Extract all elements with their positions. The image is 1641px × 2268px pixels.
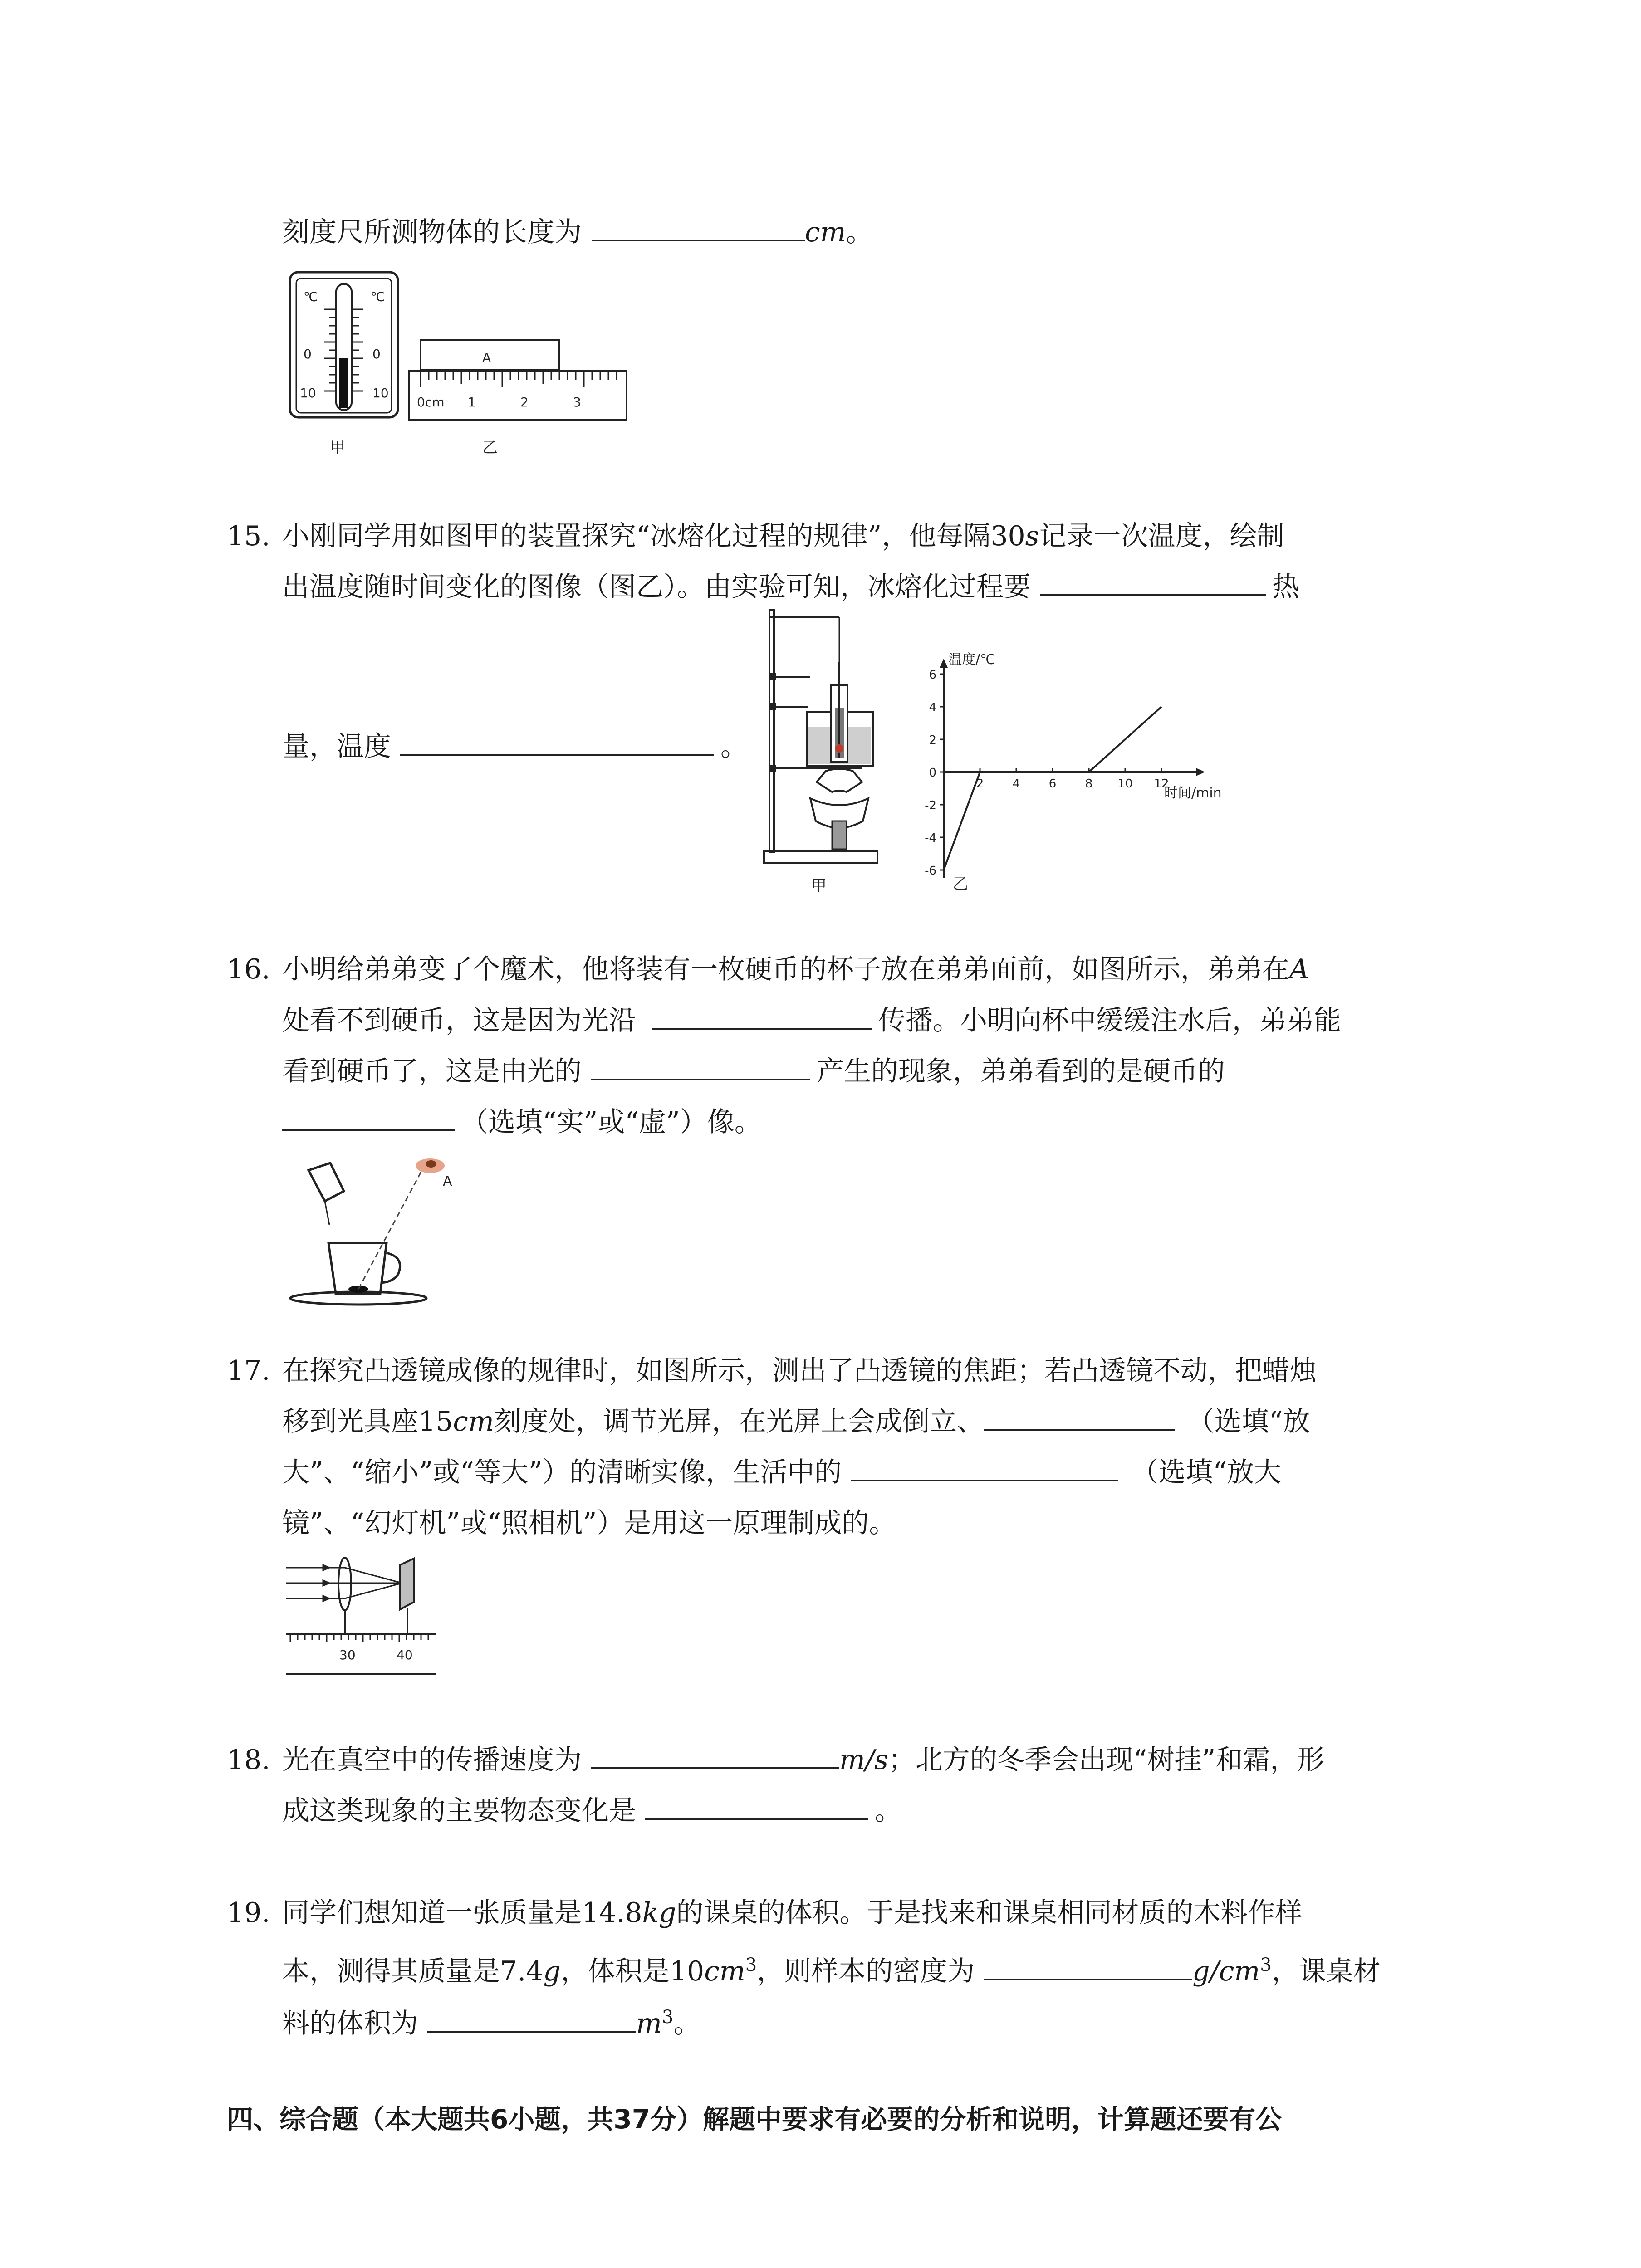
q16-figure bbox=[272, 1148, 472, 1311]
q18-text-1a: 光在真空中的传播速度为 bbox=[282, 1744, 582, 1776]
q19-text-1a: 同学们想知道一张质量是 bbox=[282, 1897, 582, 1929]
x-tick-label: 6 bbox=[1048, 777, 1057, 791]
q15-apparatus-figure bbox=[758, 608, 889, 898]
thermo-unit-right: ℃ bbox=[371, 289, 385, 304]
q19-text-1b: 的课桌的体积。于是找来和课桌相同材质的木料作样 bbox=[676, 1897, 1303, 1929]
ruler-3: 3 bbox=[573, 395, 581, 410]
x-tick-label: 4 bbox=[1012, 777, 1020, 791]
q19-line-2 bbox=[282, 1946, 1381, 1990]
q19-text-2e: ，课桌材 bbox=[1271, 1955, 1381, 1987]
q15-interval: 30 bbox=[990, 520, 1025, 552]
y-tick-label: 0 bbox=[929, 766, 936, 780]
q19-text-3-end: 。 bbox=[673, 2008, 701, 2039]
q18-line-1 bbox=[227, 1741, 1324, 1779]
q16-line-3 bbox=[282, 1052, 1225, 1090]
q17-text-2c: （选填“放 bbox=[1187, 1406, 1310, 1437]
q17-fig-40: 40 bbox=[397, 1647, 413, 1662]
q18-blank-1[interactable] bbox=[591, 1741, 839, 1769]
q17-line-2 bbox=[282, 1403, 1310, 1441]
q17-text-3a: 大”、“缩小”或“等大”）的清晰实像，生活中的 bbox=[282, 1457, 842, 1488]
q14-tail-text: 刻度尺所测物体的长度为 bbox=[282, 216, 582, 248]
q15-graph-figure bbox=[916, 652, 1222, 898]
ruler-0cm: 0cm bbox=[417, 395, 445, 410]
x-tick-label: 12 bbox=[1154, 777, 1169, 791]
x-axis-arrow bbox=[1196, 768, 1205, 776]
q17-line-4 bbox=[282, 1504, 896, 1542]
q18-text-1b: ；北方的冬季会出现“树挂”和霜，形 bbox=[888, 1744, 1325, 1776]
q17-text-2a: 移到光具座 bbox=[282, 1406, 418, 1437]
y-axis-label: 温度/℃ bbox=[948, 652, 995, 668]
q16-text-2a: 处看不到硬币，这是因为光沿 bbox=[282, 1005, 636, 1036]
q18-unit: m/s bbox=[839, 1744, 888, 1776]
q16-number: 16. bbox=[227, 953, 270, 985]
ruler-1: 1 bbox=[468, 395, 476, 410]
q19-text-2b: ，体积是 bbox=[560, 1955, 670, 1987]
q15-text-2: 出温度随时间变化的图像（图乙）。由实验可知，冰熔化过程要 bbox=[282, 571, 1031, 603]
q17-line-3 bbox=[282, 1453, 1281, 1491]
q16-line-2 bbox=[282, 1002, 1341, 1040]
x-axis-label: 时间/min bbox=[1164, 785, 1222, 801]
q16-line-4 bbox=[282, 1103, 762, 1141]
q19-sample-volume: 10 bbox=[669, 1955, 705, 1987]
q14-label-yi: 乙 bbox=[482, 439, 498, 457]
q15-blank-1[interactable] bbox=[1040, 568, 1266, 596]
q14-unit: cm bbox=[805, 216, 846, 248]
x-tick-label: 2 bbox=[976, 777, 984, 791]
ruler-2: 2 bbox=[520, 395, 529, 410]
q17-blank-1[interactable] bbox=[984, 1403, 1175, 1431]
q15-text-2-end: 热 bbox=[1272, 571, 1299, 603]
q17-text-2b: 刻度处，调节光屏，在光屏上会成倒立、 bbox=[494, 1406, 984, 1437]
thermo-unit-left: ℃ bbox=[304, 289, 318, 304]
q19-line-3 bbox=[282, 1998, 700, 2043]
y-tick-label: -2 bbox=[925, 799, 936, 812]
q16-text-2b: 传播。小明向杯中缓缓注水后，弟弟能 bbox=[878, 1005, 1341, 1036]
q19-density-exp: 3 bbox=[1260, 1955, 1272, 1975]
q15-line-1 bbox=[227, 517, 1284, 555]
q19-desk-mass: 14.8 bbox=[582, 1897, 642, 1929]
q19-sample-mass: 7.4 bbox=[500, 1955, 544, 1987]
q17-figure bbox=[281, 1551, 445, 1687]
q16-var-a: A bbox=[1289, 953, 1309, 985]
q16-text-4: （选填“实”或“虚”）像。 bbox=[461, 1106, 762, 1138]
q19-blank-1[interactable] bbox=[984, 1952, 1192, 1980]
q19-number: 19. bbox=[227, 1897, 270, 1929]
q18-number: 18. bbox=[227, 1744, 270, 1776]
q19-blank-2[interactable] bbox=[427, 2004, 636, 2033]
q19-sample-mass-unit: g bbox=[543, 1955, 561, 1987]
section-4-heading: 四、综合题（本大题共6小题，共37分）解题中要求有必要的分析和说明，计算题还要有公 bbox=[227, 2104, 1282, 2135]
q17-text-3b: （选填“放大 bbox=[1131, 1457, 1282, 1488]
q18-text-2-end: 。 bbox=[875, 1795, 902, 1827]
page-number bbox=[789, 2261, 830, 2268]
q16-blank-1[interactable] bbox=[652, 1002, 872, 1030]
y-tick-label: -4 bbox=[925, 831, 936, 845]
q15-text-1b: 记录一次温度，绘制 bbox=[1039, 520, 1284, 552]
thermo-0-right: 0 bbox=[372, 347, 381, 362]
y-tick-label: 6 bbox=[929, 668, 936, 682]
q17-fig-30: 30 bbox=[339, 1647, 356, 1662]
q15-text-3: 量，温度 bbox=[282, 731, 391, 763]
q19-text-3a: 料的体积为 bbox=[282, 2008, 418, 2039]
q15-label-jia: 甲 bbox=[811, 877, 827, 895]
ruler bbox=[409, 340, 627, 420]
q17-text-1: 在探究凸透镜成像的规律时，如图所示，测出了凸透镜的焦距；若凸透镜不动，把蜡烛 bbox=[282, 1355, 1317, 1387]
q19-text-2a: 本，测得其质量是 bbox=[282, 1955, 500, 1987]
y-tick-label: 4 bbox=[929, 701, 936, 714]
q19-sample-volume-exp: 3 bbox=[745, 1955, 757, 1975]
q15-interval-unit: s bbox=[1025, 520, 1039, 552]
q17-text-4: 镜”、“幻灯机”或“照相机”）是用这一原理制成的。 bbox=[282, 1507, 896, 1539]
q18-text-2a: 成这类现象的主要物态变化是 bbox=[282, 1795, 636, 1827]
q15-number: 15. bbox=[227, 520, 270, 552]
q15-text-3-end: 。 bbox=[720, 731, 748, 763]
x-tick-label: 8 bbox=[1085, 777, 1093, 791]
q17-line-1 bbox=[227, 1352, 1317, 1390]
q19-line-1 bbox=[227, 1894, 1302, 1932]
q16-fig-label-a: A bbox=[443, 1173, 452, 1189]
q16-text-1: 小明给弟弟变了个魔术，他将装有一枚硬币的杯子放在弟弟面前，如图所示，弟弟在 bbox=[282, 953, 1289, 985]
temperature-time-chart bbox=[916, 652, 1222, 898]
y-tick-label: -6 bbox=[925, 864, 936, 878]
q16-blank-2[interactable] bbox=[591, 1052, 810, 1080]
q14-answer-blank[interactable] bbox=[592, 213, 805, 241]
q17-blank-2[interactable] bbox=[851, 1453, 1118, 1481]
thermometer bbox=[290, 272, 398, 417]
thermo-10-left: 10 bbox=[300, 386, 316, 401]
y-tick-label: 2 bbox=[929, 733, 936, 747]
q17-position: 15 bbox=[418, 1406, 453, 1437]
ruler-object-label: A bbox=[482, 350, 491, 365]
q19-density-unit: g/cm bbox=[1192, 1955, 1260, 1987]
thermo-0-left: 0 bbox=[304, 347, 312, 362]
q15-blank-2[interactable] bbox=[400, 728, 714, 756]
q14-label-jia: 甲 bbox=[330, 439, 345, 457]
q14-end: 。 bbox=[846, 216, 873, 248]
y-axis-arrow bbox=[940, 659, 948, 668]
q19-text-2c: ，则样本的密度为 bbox=[757, 1955, 975, 1987]
q17-number: 17. bbox=[227, 1355, 270, 1387]
x-tick-label: 10 bbox=[1117, 777, 1133, 791]
q15-line-3 bbox=[282, 728, 748, 766]
q15-label-yi: 乙 bbox=[953, 875, 968, 893]
q15-text-1a: 小刚同学用如图甲的装置探究“冰熔化过程的规律”，他每隔 bbox=[282, 520, 991, 552]
q15-line-2 bbox=[282, 568, 1299, 606]
q14-figure bbox=[284, 268, 628, 467]
q16-text-3a: 看到硬币了，这是由光的 bbox=[282, 1056, 582, 1087]
q16-text-3b: 产生的现象，弟弟看到的是硬币的 bbox=[817, 1056, 1225, 1087]
q17-position-unit: cm bbox=[453, 1406, 494, 1437]
q16-blank-3[interactable] bbox=[282, 1103, 455, 1131]
q18-blank-2[interactable] bbox=[645, 1792, 868, 1820]
q18-line-2 bbox=[282, 1792, 902, 1830]
q19-desk-mass-unit: kg bbox=[642, 1897, 676, 1929]
thermo-10-right: 10 bbox=[372, 386, 389, 401]
q16-line-1 bbox=[227, 950, 1309, 988]
q19-volume-unit: m bbox=[636, 2008, 662, 2039]
q19-sample-volume-unit: cm bbox=[704, 1955, 745, 1987]
q19-volume-exp: 3 bbox=[661, 2007, 674, 2028]
q14-tail-line bbox=[282, 213, 873, 251]
